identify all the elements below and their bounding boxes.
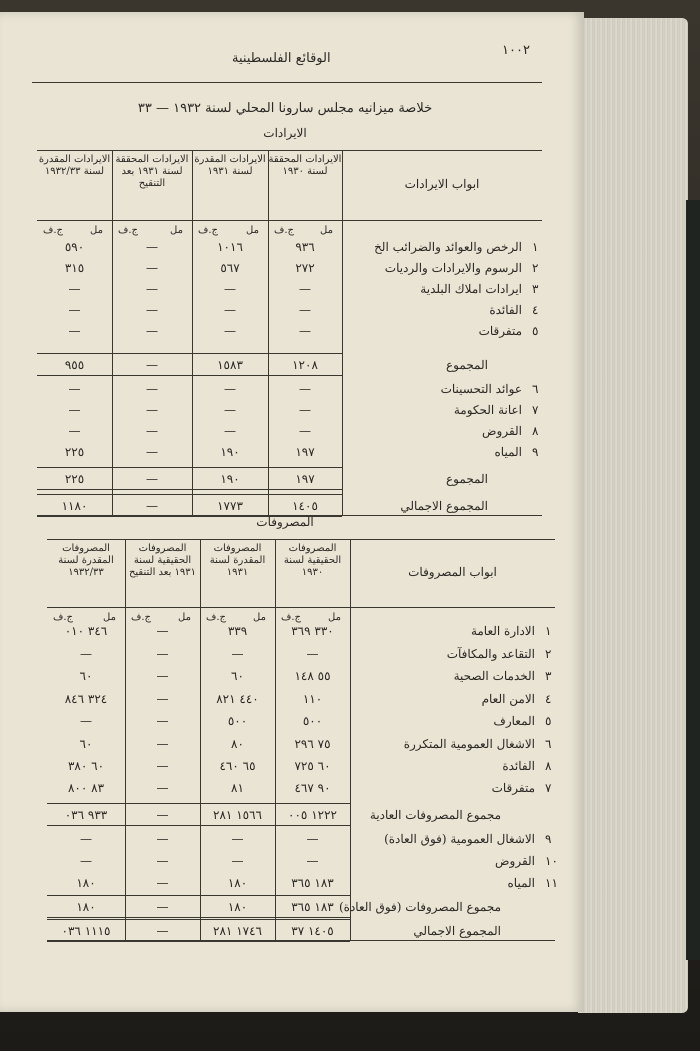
row-value: ١٨٠: [227, 876, 248, 890]
row-number: ٦: [532, 382, 539, 396]
row-value: ٨٣ ٨٠٠: [67, 781, 105, 795]
row-number: ٨: [545, 759, 552, 773]
total-row-label: مجموع المصروفات العادية: [369, 808, 501, 822]
row-value: —: [224, 282, 236, 296]
row-value: —: [231, 647, 244, 661]
header-rule: [32, 82, 542, 83]
row-value: —: [224, 324, 236, 338]
row-value: —: [146, 303, 158, 317]
header-label-column: ابواب المصروفات: [408, 565, 497, 579]
row-label: اعانة الحكومة: [453, 403, 522, 417]
row-value: —: [146, 472, 158, 486]
column-divider: [342, 150, 343, 515]
row-label: متفرقات: [478, 324, 522, 338]
row-value: —: [80, 832, 92, 846]
unit-label-piastre: ج.ف: [281, 612, 301, 623]
row-value: —: [146, 261, 158, 275]
page-number: ١٠٠٢: [502, 43, 530, 58]
row-label: الادارة العامة: [470, 624, 535, 638]
row-number: ٧: [532, 403, 539, 417]
total-rule: [47, 917, 350, 918]
row-value: —: [299, 382, 311, 396]
row-value: ٢٢٥: [64, 445, 85, 459]
row-value: ١٧٧٣: [217, 499, 243, 513]
row-value: —: [156, 647, 169, 661]
row-number: ٣: [532, 282, 539, 296]
row-value: —: [146, 424, 158, 438]
row-value: ٥٥ ١٤٨: [294, 669, 331, 683]
row-value: —: [68, 403, 81, 417]
row-number: ٤: [532, 303, 539, 317]
row-value: —: [224, 382, 236, 396]
row-value: ٢٧٢: [295, 261, 315, 275]
row-value: —: [156, 714, 169, 728]
total-row-label: المجموع الاجمالي: [400, 499, 488, 513]
row-number: ١١: [545, 876, 558, 890]
row-value: —: [156, 759, 169, 773]
row-number: ٥: [545, 714, 552, 728]
book-page-edges: [578, 18, 688, 1013]
row-value: ٤٤٠ ٨٢١: [216, 692, 259, 706]
row-value: —: [68, 424, 81, 438]
row-value: ١١٨٠: [61, 499, 88, 513]
book-cover: [686, 200, 700, 960]
row-value: —: [80, 714, 92, 728]
row-value: ٩٠ ٤٦٧: [294, 781, 331, 795]
row-number: ٦: [545, 737, 552, 751]
row-value: ١٩٧: [295, 445, 315, 459]
row-value: —: [68, 282, 81, 296]
row-label: عوائد التحسينات: [440, 382, 522, 396]
unit-label-mil: مل: [246, 225, 259, 236]
row-value: ١١٠: [302, 692, 323, 706]
row-value: —: [224, 424, 236, 438]
row-value: —: [146, 403, 158, 417]
table-top-rule: [47, 539, 555, 540]
total-rule: [37, 353, 342, 354]
row-number: ٥: [532, 324, 539, 338]
row-value: ٥٠٠: [227, 714, 248, 728]
total-row-label: المجموع: [446, 358, 488, 372]
unit-label-piastre: ج.ف: [206, 612, 226, 623]
row-value: ٥٦٧: [220, 261, 240, 275]
row-value: —: [156, 808, 169, 822]
total-rule: [37, 489, 342, 490]
row-value: —: [299, 403, 311, 417]
row-value: —: [156, 900, 169, 914]
row-value: ١٢٢٢ ٠٠٥: [288, 808, 337, 822]
row-value: —: [224, 403, 236, 417]
row-label: القروض: [495, 854, 535, 868]
row-value: —: [146, 382, 158, 396]
row-value: ١٨٠: [76, 900, 96, 914]
row-label: الاشغال العمومية المتكررة: [403, 737, 535, 751]
row-value: ٦٠ ٣٨٠: [67, 759, 105, 773]
row-value: —: [146, 282, 158, 296]
unit-label-piastre: ج.ف: [118, 225, 138, 236]
row-value: ١٠١٦: [217, 240, 243, 254]
row-value: —: [156, 854, 169, 868]
row-value: —: [299, 282, 311, 296]
row-value: ٦٠ ٧٢٥: [294, 759, 331, 773]
row-value: ٩٣٣ ٠٣٦: [64, 808, 108, 822]
row-value: —: [80, 647, 92, 661]
row-label: ايرادات املاك البلدية: [420, 282, 522, 296]
unit-label-mil: مل: [90, 225, 103, 236]
row-value: —: [156, 876, 169, 890]
document-page: [0, 12, 584, 1012]
row-value: —: [306, 854, 319, 868]
row-number: ١: [532, 240, 539, 254]
total-rule: [47, 941, 350, 942]
row-value: —: [156, 737, 169, 751]
unit-label-piastre: ج.ف: [131, 612, 151, 623]
header-column-3: الايرادات المحققة لسنة ١٩٣١ بعد التنقيح: [115, 154, 189, 189]
total-rule: [47, 919, 350, 920]
row-value: ١٥٦٦ ٢٨١: [213, 808, 262, 822]
row-number: ٨: [532, 424, 539, 438]
row-label: الفائدة: [502, 759, 535, 773]
row-value: ٧٥ ٢٩٦: [294, 737, 331, 751]
row-value: ٨١: [231, 781, 244, 795]
row-value: —: [68, 382, 81, 396]
row-value: —: [156, 924, 169, 938]
total-rule: [47, 803, 350, 804]
unit-label-mil: مل: [320, 225, 333, 236]
unit-label-piastre: ج.ف: [43, 225, 63, 236]
row-value: —: [306, 832, 319, 846]
row-value: ١٨٠: [227, 900, 248, 914]
row-number: ٢: [532, 261, 539, 275]
row-value: ٣١٥: [64, 261, 85, 275]
row-value: ٣٣٠ ٣٦٩: [291, 624, 334, 638]
row-value: ٣٢٤ ٨٤٦: [64, 692, 108, 706]
unit-label-piastre: ج.ف: [53, 612, 73, 623]
row-value: ١٩٠: [220, 472, 240, 486]
row-value: ١٤٠٥: [292, 499, 318, 513]
row-value: ٦٥ ٤٦٠: [219, 759, 256, 773]
row-value: —: [231, 854, 244, 868]
document-title: خلاصة ميزانيه مجلس سارونا المحلي لسنة ١٩٣٢ — ٣٣: [137, 101, 433, 116]
header-column-1: المصروفات الحقيقية لسنة ١٩٣٠: [283, 543, 342, 578]
row-value: —: [156, 832, 169, 846]
journal-title: الوقائع الفلسطينية: [232, 51, 331, 66]
row-label: القروض: [482, 424, 522, 438]
row-label: الرخص والعوائد والضرائب الخ: [374, 240, 522, 254]
row-label: الفائدة: [489, 303, 522, 317]
row-value: —: [224, 303, 236, 317]
column-divider: [350, 539, 351, 940]
total-row-label: مجموع المصروفات (فوق العادة): [338, 900, 501, 914]
row-number: ١: [545, 624, 552, 638]
row-value: ١٩٧: [295, 472, 315, 486]
row-label: متفرقات: [491, 781, 535, 795]
total-row-label: المجموع الاجمالي: [413, 924, 501, 938]
row-value: —: [156, 669, 169, 683]
header-column-2: الايرادات المقدرة لسنة ١٩٣١: [194, 154, 266, 177]
total-rule: [47, 895, 350, 896]
row-label: الامن العام: [481, 692, 535, 706]
row-value: ١٢٠٨: [292, 358, 318, 372]
total-rule: [37, 375, 342, 376]
row-value: —: [299, 303, 311, 317]
row-value: ٩٥٥: [64, 358, 85, 372]
header-column-4: الايرادات المقدرة لسنة ١٩٣٢/٣٣: [38, 154, 111, 177]
row-number: ٢: [545, 647, 552, 661]
row-label: الرسوم والايرادات والرديات: [384, 261, 522, 275]
row-value: ٦٠: [231, 669, 244, 683]
row-label: المياه: [494, 445, 522, 459]
row-value: ١٤٠٥ ٣٧: [291, 924, 334, 938]
row-value: ١٧٤٦ ٢٨١: [213, 924, 262, 938]
row-value: ٨٠: [231, 737, 244, 751]
total-rule: [37, 467, 342, 468]
row-value: —: [299, 424, 311, 438]
row-label: التقاعد والمكافآت: [446, 647, 535, 661]
row-value: —: [146, 240, 158, 254]
row-value: ٥٩٠: [64, 240, 85, 254]
row-value: —: [146, 324, 158, 338]
row-value: ٣٤٦ ٠١٠: [64, 624, 108, 638]
header-label-column: ابواب الايرادات: [404, 177, 480, 191]
row-value: —: [156, 781, 169, 795]
row-number: ٩: [545, 832, 552, 846]
header-bottom-rule: [47, 607, 555, 608]
unit-label-mil: مل: [253, 612, 266, 623]
header-column-3: المصروفات الحقيقية لسنة ١٩٣١ بعد التنقيح: [128, 543, 197, 578]
unit-label-mil: مل: [170, 225, 183, 236]
row-number: ١٠: [545, 854, 558, 868]
row-value: ٢٢٥: [64, 472, 85, 486]
revenue-section-title: الايرادات: [263, 126, 307, 140]
row-value: —: [146, 445, 158, 459]
header-column-1: الايرادات المحققة لسنة ١٩٣٠: [268, 154, 342, 177]
header-column-4: المصروفات المقدرة لسنة ١٩٣٢/٣٣: [58, 543, 114, 578]
header-column-2: المصروفات المقدرة لسنة ١٩٣١: [209, 543, 266, 578]
row-value: ١١١٥ ٠٣٦: [61, 924, 111, 938]
row-value: —: [68, 324, 81, 338]
row-value: —: [156, 624, 169, 638]
expense-section-title: المصروفات: [256, 515, 314, 529]
row-value: —: [231, 832, 244, 846]
row-value: ٥٠٠: [302, 714, 323, 728]
row-value: —: [299, 324, 311, 338]
row-value: ١٨٣ ٣٦٥: [291, 876, 334, 890]
row-label: الاشغال العمومية (فوق العادة): [384, 832, 535, 846]
row-number: ٤: [545, 692, 552, 706]
total-rule: [37, 494, 342, 495]
row-label: الخدمات الصحية: [453, 669, 535, 683]
unit-label-piastre: ج.ف: [274, 225, 294, 236]
row-value: ١٨٣ ٣٦٥: [291, 900, 334, 914]
row-label: المعارف: [493, 714, 535, 728]
unit-label-mil: مل: [103, 612, 116, 623]
total-row-label: المجموع: [446, 472, 488, 486]
unit-label-mil: مل: [178, 612, 191, 623]
total-rule: [47, 825, 350, 826]
row-number: ٣: [545, 669, 552, 683]
row-value: —: [306, 647, 319, 661]
row-value: ١٨٠: [76, 876, 96, 890]
row-value: ١٩٠: [220, 445, 240, 459]
row-value: ٣٣٩: [227, 624, 248, 638]
row-value: —: [156, 692, 169, 706]
row-number: ٧: [545, 781, 552, 795]
row-label: المياه: [507, 876, 535, 890]
unit-label-piastre: ج.ف: [198, 225, 218, 236]
row-value: ١٥٨٣: [217, 358, 243, 372]
row-value: ٦٠: [79, 737, 93, 751]
row-value: —: [68, 303, 81, 317]
row-value: —: [146, 499, 158, 513]
row-number: ٩: [532, 445, 539, 459]
row-value: ٦٠: [79, 669, 93, 683]
unit-label-mil: مل: [328, 612, 341, 623]
row-value: —: [80, 854, 92, 868]
row-value: —: [146, 358, 158, 372]
row-value: ٩٣٦: [295, 240, 315, 254]
